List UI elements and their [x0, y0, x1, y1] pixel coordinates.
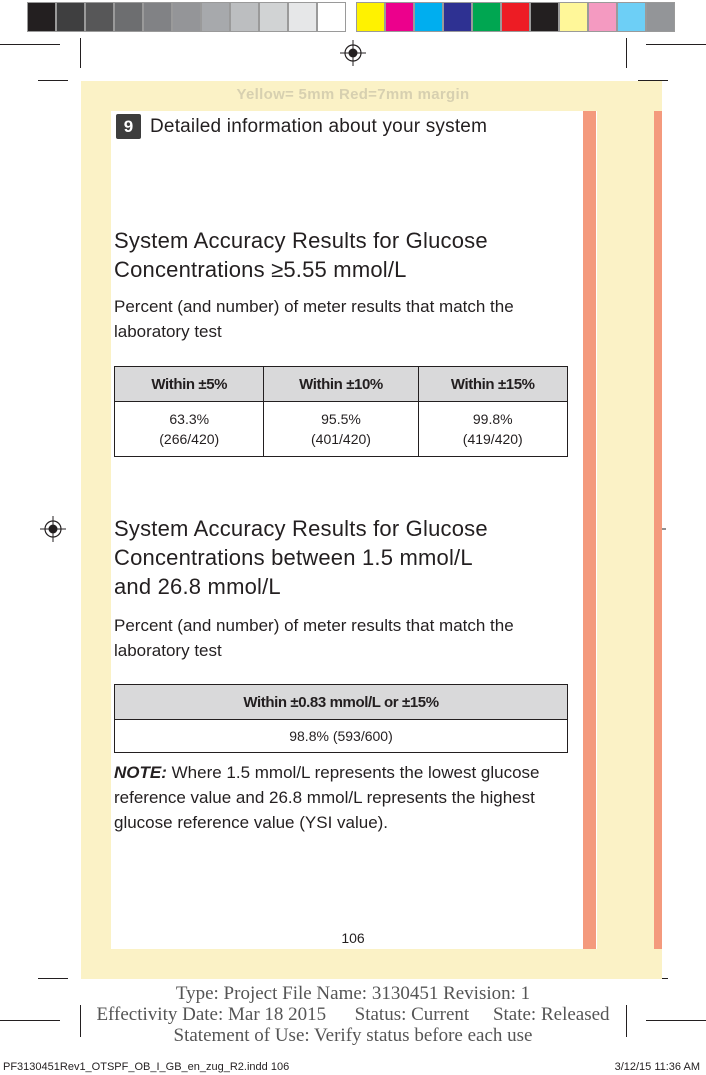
- crop-mark-top-right-h: [646, 44, 706, 45]
- chapter-title: Detailed information about your system: [150, 115, 488, 137]
- cell-percent: 63.3%: [169, 411, 210, 427]
- color-swatch: [385, 2, 414, 32]
- document-info-line1: Type: Project File Name: 3130451 Revision: 1: [175, 983, 531, 1004]
- margin-note: Yellow= 5mm Red=7mm margin: [236, 86, 470, 103]
- color-calibration-bar: [27, 2, 675, 32]
- table-header-row: [115, 367, 568, 402]
- table-cell: [418, 402, 568, 457]
- table-cell: 98.8% (593/600): [115, 720, 568, 753]
- crop-mark-top-right-v: [626, 38, 627, 68]
- accuracy-table-2: [114, 684, 568, 753]
- crop-mark-top-left-h: [0, 44, 60, 45]
- table-header-row: [115, 685, 568, 720]
- document-info-line3: Statement of Use: Verify status before each use: [173, 1025, 533, 1046]
- color-swatch: [259, 2, 288, 32]
- document-state: State: Released: [492, 1004, 610, 1025]
- section2-heading-line3: and 26.8 mmol/L: [114, 574, 281, 599]
- table-row: [115, 402, 568, 457]
- color-swatch: [56, 2, 85, 32]
- color-swatch: [27, 2, 56, 32]
- accuracy-table-1: [114, 366, 568, 457]
- slug-date: 3/12/15 11:36 AM: [614, 1061, 700, 1073]
- table-cell: [264, 402, 418, 457]
- chapter-header: [116, 114, 487, 139]
- cell-percent: 99.8%: [472, 411, 513, 427]
- page-number: 106: [341, 930, 365, 946]
- crop-mark-top-left-h2: [38, 80, 68, 81]
- section1-heading-line2: Concentrations ≥5.55 mmol/L: [114, 257, 407, 282]
- cell-count: (419/420): [462, 431, 523, 447]
- section1-heading-line1: System Accuracy Results for Glucose: [114, 228, 488, 253]
- color-swatch: [85, 2, 114, 32]
- section1-heading: [114, 226, 584, 284]
- crop-mark-top-left-v: [80, 38, 81, 68]
- crop-mark-bottom-left-h: [38, 978, 68, 979]
- red-margin-strip: [654, 111, 662, 949]
- section2-heading-line2: Concentrations between 1.5 mmol/L: [114, 545, 473, 570]
- color-swatch: [617, 2, 646, 32]
- table-header-cell: Within ±0.83 mmol/L or ±15%: [115, 685, 568, 720]
- swatch-gap: [346, 2, 356, 32]
- effectivity-date: Effectivity Date: Mar 18 2015: [96, 1004, 327, 1025]
- table-header-cell: Within ±15%: [418, 367, 568, 402]
- cell-count: (401/420): [311, 431, 371, 447]
- table-header-cell: Within ±10%: [264, 367, 418, 402]
- table-header-cell: Within ±5%: [115, 367, 264, 402]
- cell-percent: 95.5%: [321, 411, 361, 427]
- document-status: Status: Current: [354, 1004, 470, 1025]
- section1-description: Percent (and number) of meter results that match the laboratory test: [114, 297, 514, 341]
- note-text: Where 1.5 mmol/L represents the lowest glucose reference value and 26.8 mmol/L represents the highest glucose reference value (YSI value).: [114, 763, 540, 832]
- color-swatch: [230, 2, 259, 32]
- table-cell: [115, 402, 264, 457]
- color-swatch: [559, 2, 588, 32]
- cell-count: (266/420): [159, 431, 220, 447]
- red-margin-strip: [583, 111, 596, 949]
- color-swatch: [288, 2, 317, 32]
- color-swatch: [201, 2, 230, 32]
- chapter-number-badge: 9: [116, 114, 141, 139]
- color-swatch: [501, 2, 530, 32]
- document-info-line2: [0, 1004, 706, 1025]
- table-row: [115, 720, 568, 753]
- note-label: NOTE:: [114, 763, 167, 782]
- registration-mark-icon: [40, 516, 66, 542]
- section2-description: Percent (and number) of meter results that match the laboratory test: [114, 616, 514, 660]
- color-swatch: [356, 2, 385, 32]
- slug-filename: PF3130451Rev1_OTSPF_OB_I_GB_en_zug_R2.indd 106: [3, 1061, 290, 1073]
- color-swatch: [143, 2, 172, 32]
- color-swatch: [414, 2, 443, 32]
- color-swatch: [472, 2, 501, 32]
- color-swatch: [172, 2, 201, 32]
- section2-heading-line1: System Accuracy Results for Glucose: [114, 516, 488, 541]
- color-swatch: [530, 2, 559, 32]
- color-swatch: [114, 2, 143, 32]
- color-swatch: [317, 2, 346, 32]
- registration-mark-icon: [340, 40, 366, 66]
- section2-heading: [114, 514, 584, 601]
- color-swatch: [646, 2, 675, 32]
- color-swatch: [588, 2, 617, 32]
- color-swatch: [443, 2, 472, 32]
- note-paragraph: [114, 760, 559, 835]
